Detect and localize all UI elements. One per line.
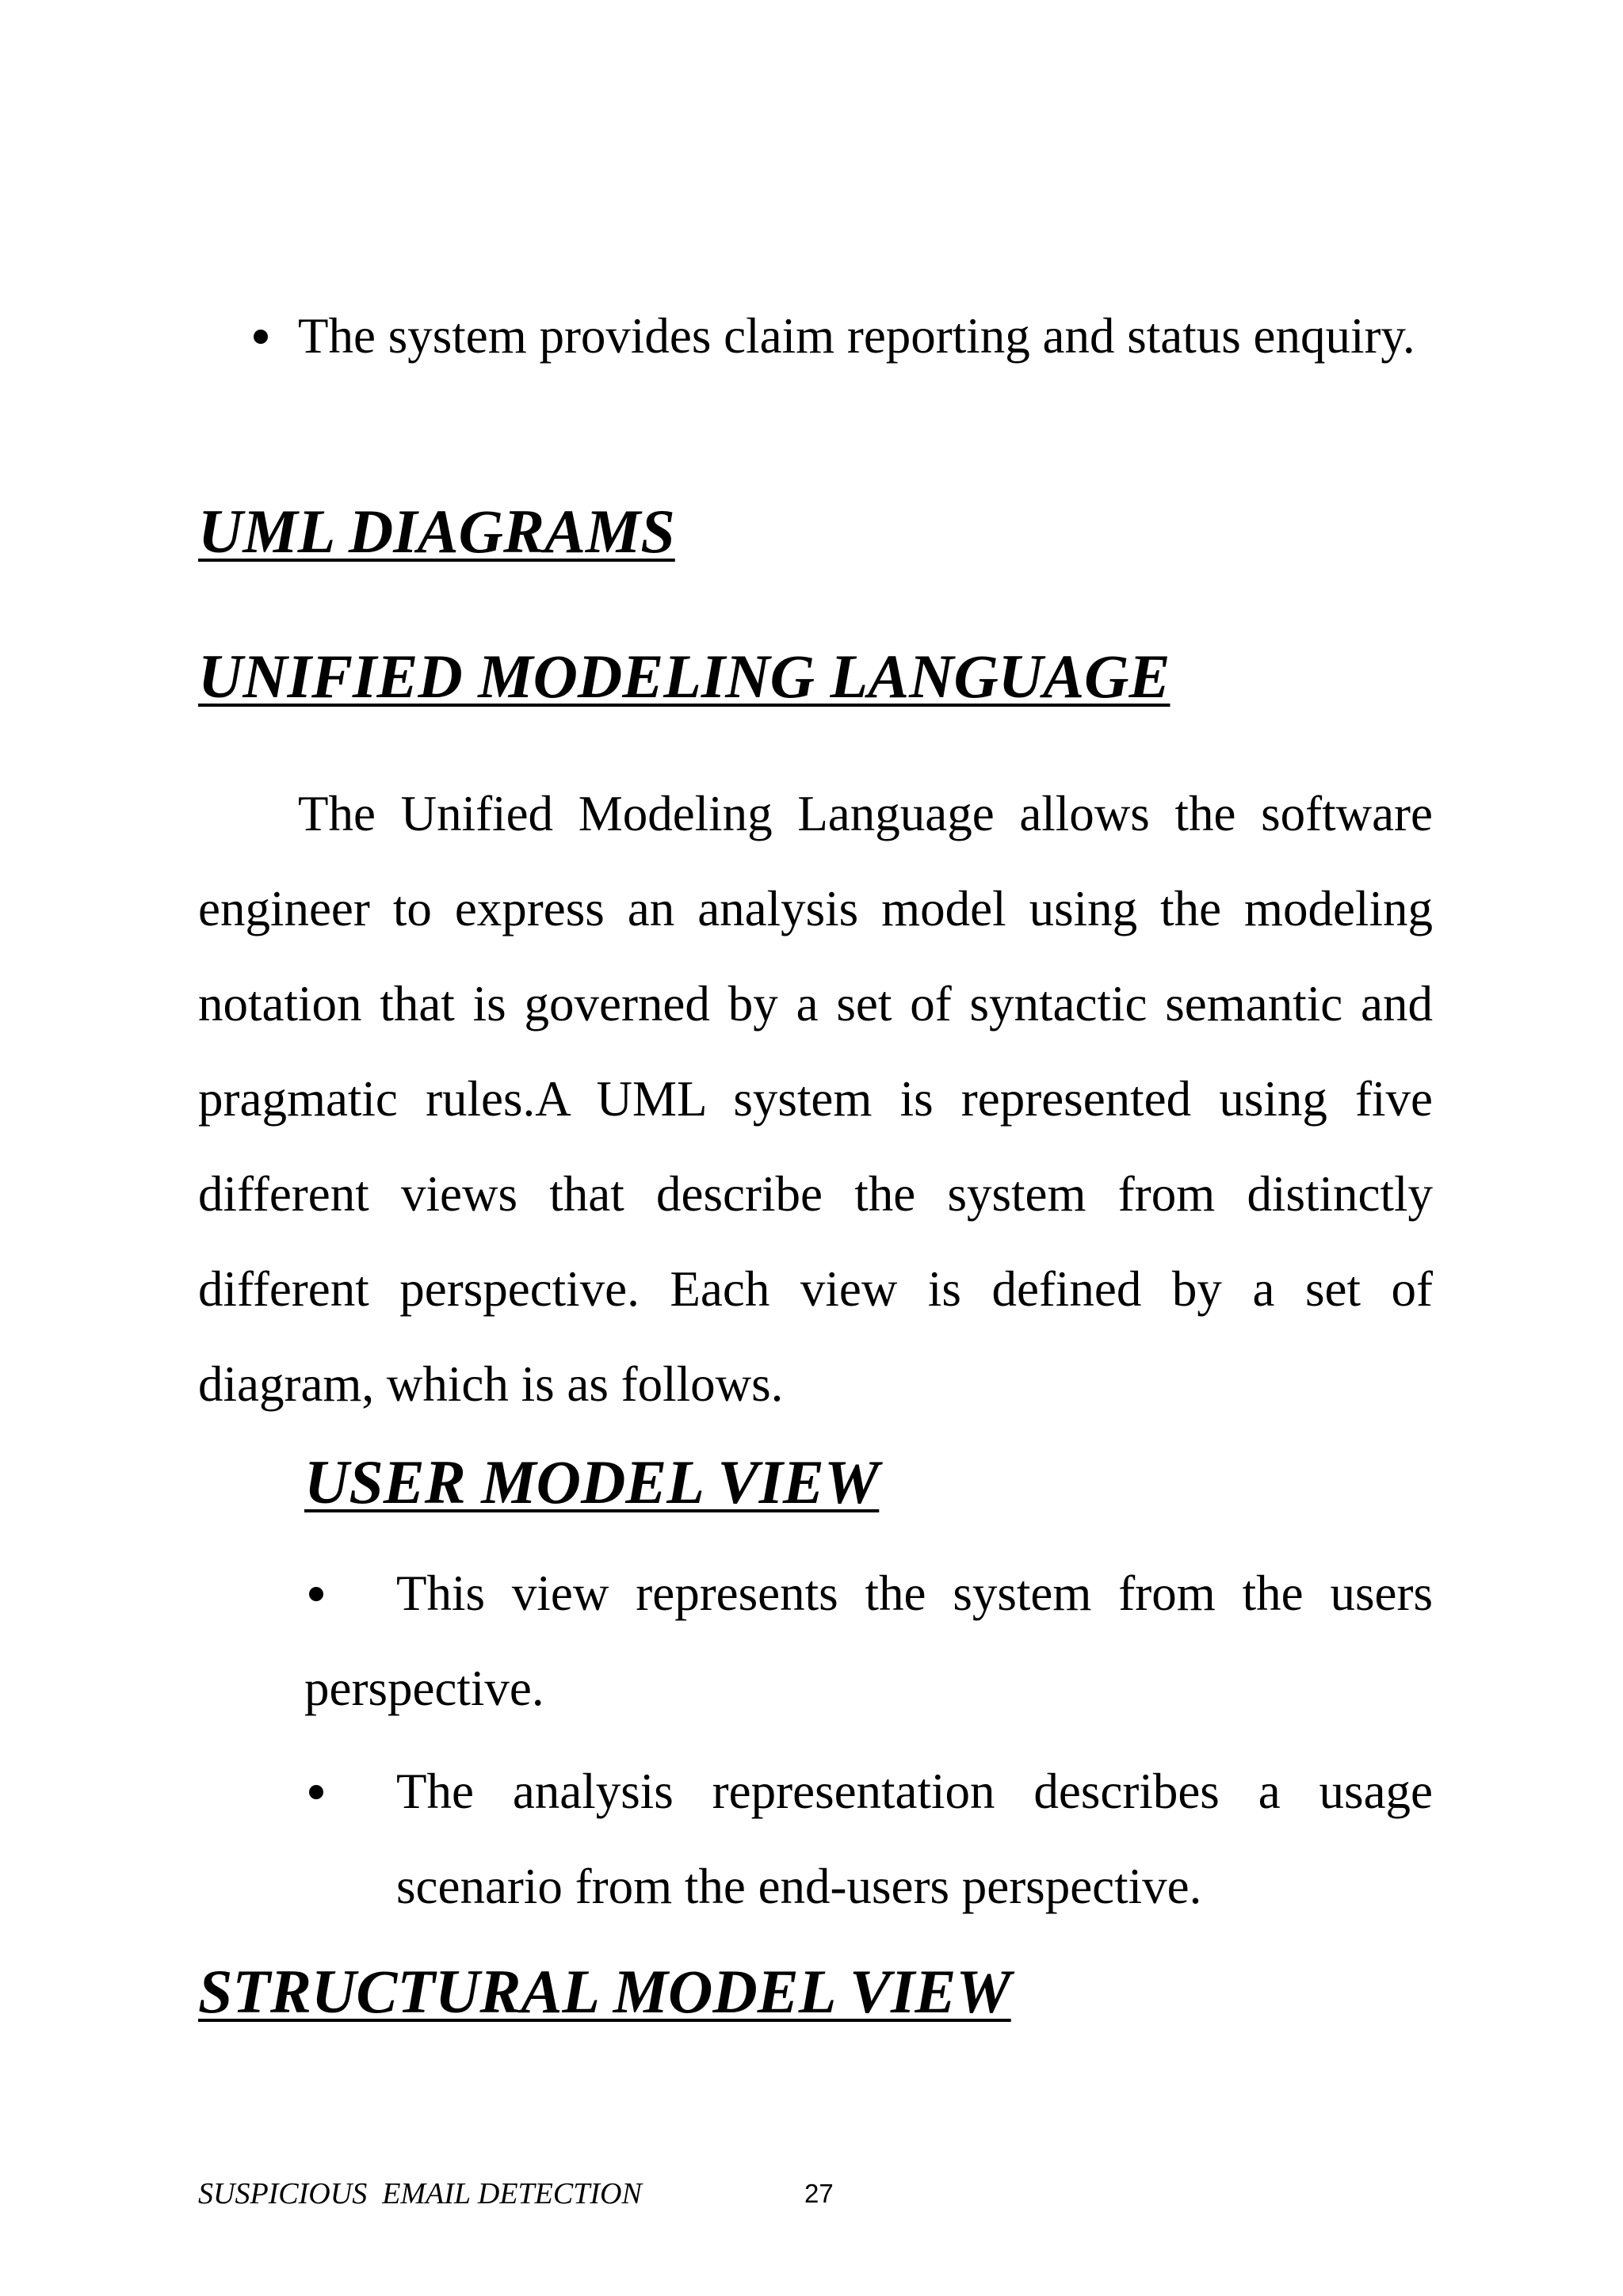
page-number: 27 (804, 2179, 834, 2208)
bullet-icon (254, 330, 268, 344)
footer-title: SUSPICIOUS EMAIL DETECTION (198, 2177, 642, 2210)
bullet-icon (309, 1785, 323, 1799)
bullet-item-claim-reporting: The system provides claim reporting and status enquiry. (298, 308, 1415, 364)
bullet-item-usage-scenario: The analysis representation describes a usage scenario from the end-users perspective. (396, 1764, 1433, 1914)
heading-structural-model-view: STRUCTURAL MODEL VIEW (198, 1957, 1011, 2026)
heading-unified-modeling-language: UNIFIED MODELING LANGUAGE (198, 642, 1170, 711)
bullet-item-users-perspective: This view represents the system from the users perspective. (304, 1566, 1433, 1716)
uml-description-paragraph: The Unified Modeling Language allows the software engineer to express an analysis model using the modeling notation that is governed by a set of syntactic semantic and pragmatic rules.A UML system is represented using five different views that describe the system from distinctly different perspective. Each view is defined by a set of diagram, which is as follows. (198, 786, 1433, 1412)
heading-uml-diagrams: UML DIAGRAMS (198, 497, 675, 566)
heading-user-model-view: USER MODEL VIEW (304, 1447, 880, 1516)
